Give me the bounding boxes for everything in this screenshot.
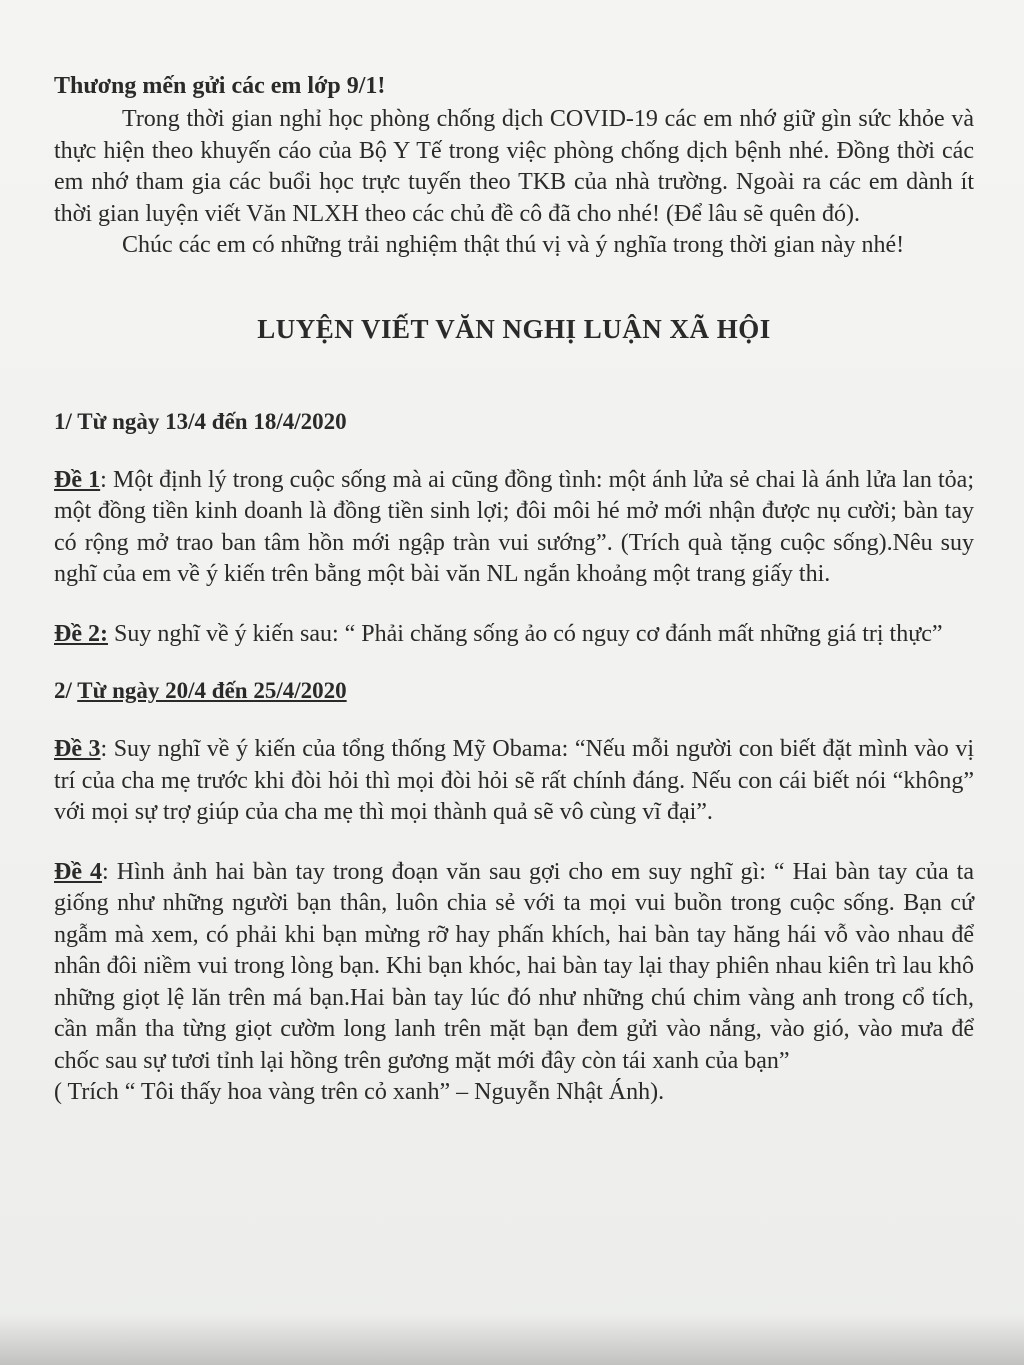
section-prefix: 2/ [54,678,72,703]
wishes-paragraph: Chúc các em có những trải nghiệm thật thú vị và ý nghĩa trong thời gian này nhé! [122,232,905,258]
section-heading-1 [54,409,974,435]
topic-text: Suy nghĩ về ý kiến sau: “ Phải chăng sống ảo có nguy cơ đánh mất những giá trị thực” [107,620,943,647]
topic-label: Đề 1 [54,466,101,493]
topic-2 [54,619,974,651]
greeting: Thương mến gửi các em lớp 9/1! [54,73,386,99]
topic-3 [54,734,974,829]
intro-paragraph: Trong thời gian nghỉ học phòng chống dịch COVID-19 các em nhớ giữ gìn sức khỏe và thực hiện theo khuyến cáo của Bộ Y Tế trong việc phòng chống dịch bệnh nhé. Đồng thời các em nhớ tham gia các buổi học trực tuyến theo TKB của nhà trường. Ngoài ra các em dành ít thời gian luyện viết Văn NLXH theo các chủ đề cô đã cho nhé! (Để lâu sẽ quên đó). [54,106,974,227]
topic-separator: : [102,858,109,885]
topic-label: Đề 4 [54,858,103,885]
page-shadow [0,1315,1024,1365]
topic-label: Đề 3 [54,736,101,762]
section-dates: Từ ngày 13/4 đến 18/4/2020 [77,408,347,434]
section-heading-2 [54,678,974,704]
citation: ( Trích “ Tôi thấy hoa vàng trên cỏ xanh” – Nguyễn Nhật Ánh). [54,1079,665,1105]
topic-separator: : [100,736,108,762]
topic-label: Đề 2: [54,620,108,647]
topic-separator: : [100,466,107,493]
topic-1 [54,465,974,591]
section-prefix: 1/ [54,408,72,434]
topic-text: Suy nghĩ về ý kiến của tổng thống Mỹ Obama: “Nếu mỗi người con biết đặt mình vào vị trí của cha mẹ trước khi đòi hỏi thì mọi đòi hỏi sẽ rất chính đáng. Nếu con cái biết nói “không” với mọi sự trợ giúp của cha mẹ thì mọi thành quả sẽ vô cùng vĩ đại”. [54,736,975,825]
topic-4 [54,857,974,1078]
topic-text: Một định lý trong cuộc sống mà ai cũng đồng tình: một ánh lửa sẻ chai là ánh lửa lan tỏa; một đồng tiền kinh doanh là đồng tiền sinh lợi; đôi môi hé mở mới nhận được nụ cười; bàn tay có rộng mở trao ban tâm hồn mới ngập tràn vui sướng”. (Trích quà tặng cuộc sống).Nêu suy nghĩ của em về ý kiến trên bằng một bài văn NL ngắn khoảng một trang giấy thi. [54,466,975,587]
topic-text: Hình ảnh hai bàn tay trong đoạn văn sau gợi cho em suy nghĩ gì: “ Hai bàn tay của ta giống như những người bạn thân, luôn chia sẻ với ta mọi vui buồn trong cuộc sống. Bạn cứ ngẫm mà xem, có phải khi bạn mừng rỡ hay phấn khích, hai bàn tay hăng hái vỗ vào nhau để nhân đôi niềm vui trong lòng bạn. Khi bạn khóc, hai bàn tay lại thay phiên nhau kiên trì lau khô những giọt lệ lăn trên má bạn.Hai bàn tay lúc đó như những chú chim vàng anh trong cổ tích, cần mẫn tha từng giọt cườm long lanh trên mặt bạn đem gửi vào nắng, vào gió, vào mưa để chốc sau sự tươi tỉnh lại hồng trên gương mặt mới đây còn tái xanh của bạn” [54,858,975,1074]
section-dates: Từ ngày 20/4 đến 25/4/2020 [77,678,347,703]
document-title: LUYỆN VIẾT VĂN NGHỊ LUẬN XÃ HỘI [257,313,771,344]
